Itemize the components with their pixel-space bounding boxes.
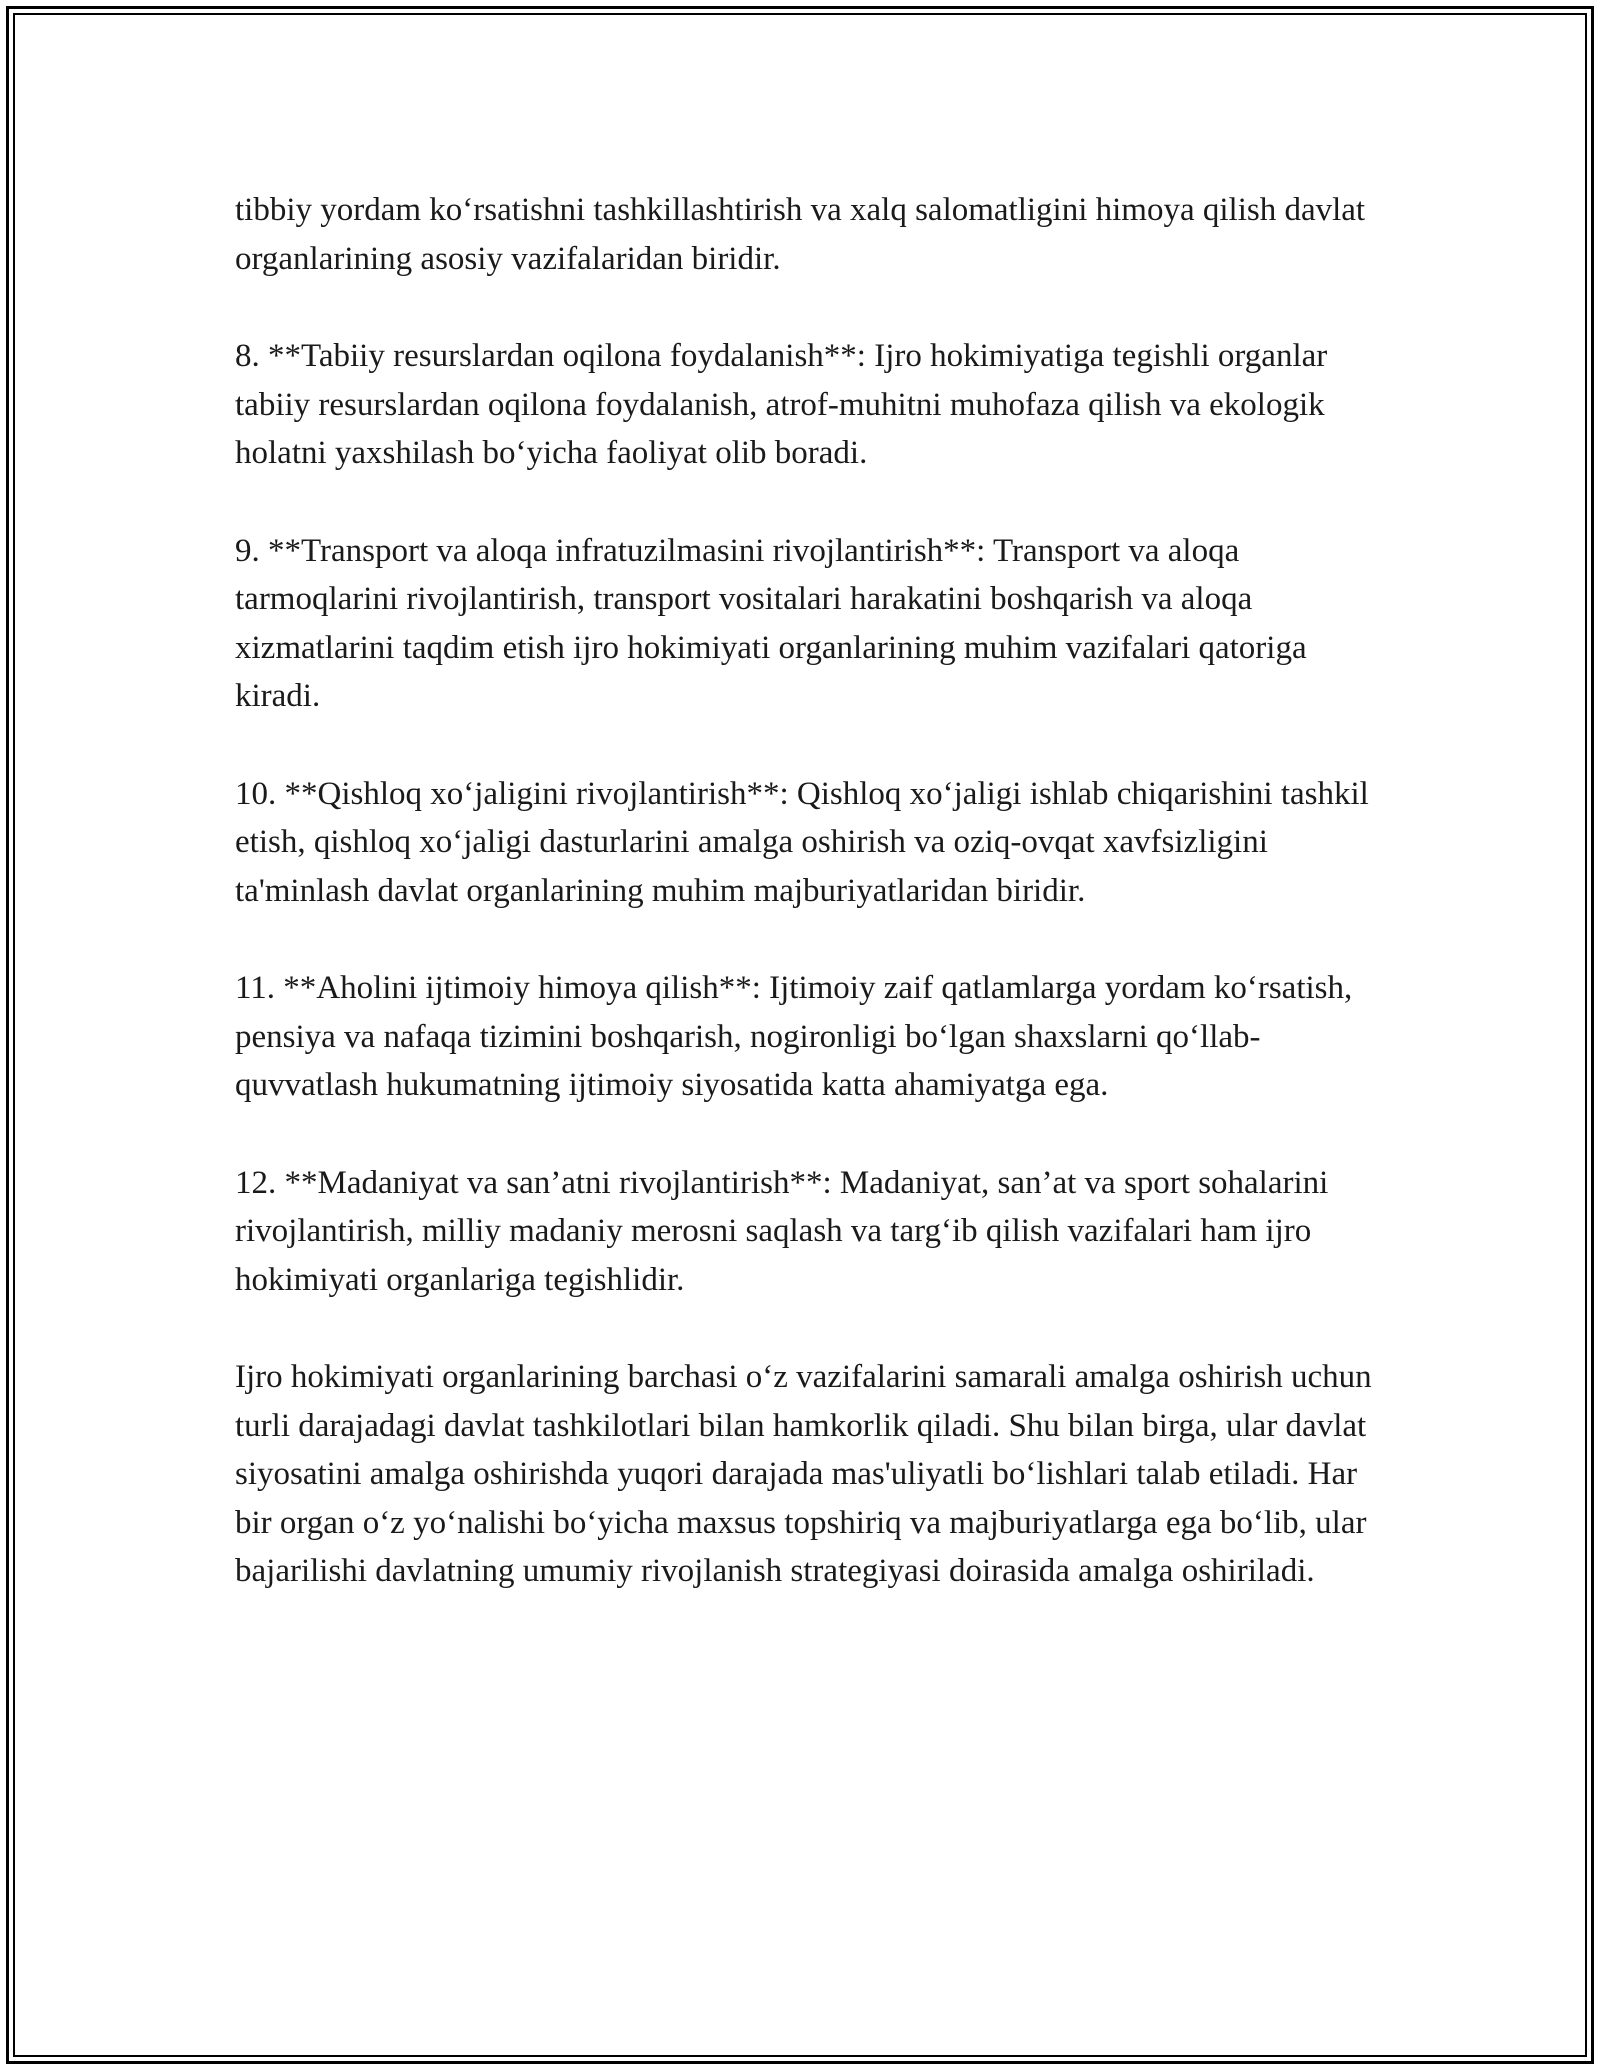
paragraph-natural-resources: 8. **Tabiiy resurslardan oqilona foydalanish**: Ijro hokimiyatiga tegishli organlar tabiiy resurslardan oqilona foydalanish, atrof-muhitni muhofaza qilish va ekologik holatni yaxshilash bo‘yicha faoliyat olib boradi. [235, 338, 1328, 471]
paragraph-agriculture: 10. **Qishloq xo‘jaligini rivojlantirish**: Qishloq xo‘jaligi ishlab chiqarishini tashkil etish, qishloq xo‘jaligi dasturlarini amalga oshirish va oziq-ovqat xavfsizligini ta'minlash davlat organlarining muhim majburiyatlaridan biridir. [235, 775, 1369, 909]
paragraph-social-protection: 11. **Aholini ijtimoiy himoya qilish**: Ijtimoiy zaif qatlamlarga yordam ko‘rsatish, pensiya va nafaqa tizimini boshqarish, nogironligi bo‘lgan shaxslarni qo‘llab-quvvatlash hukumatning ijtimoiy siyosatida katta ahamiyatga ega. [235, 970, 1353, 1103]
paragraph-conclusion: Ijro hokimiyati organlarining barchasi o‘z vazifalarini samarali amalga oshirish uchun turli darajadagi davlat tashkilotlari bilan hamkorlik qiladi. Shu bilan birga, ular davlat siyosatini amalga oshirishda yuqori darajada mas'uliyatli bo‘lishlari talab etiladi. Har bir organ o‘z yo‘nalishi bo‘yicha maxsus topshiriq va majburiyatlarga ega bo‘lib, ular bajarilishi davlatning umumiy rivojlanish strategiyasi doirasida amalga oshiriladi. [235, 1359, 1372, 1589]
document-body [235, 186, 1385, 1596]
paragraph-health-continuation: tibbiy yordam ko‘rsatishni tashkillashtirish va xalq salomatligini himoya qilish davlat organlarining asosiy vazifalaridan biridir. [235, 192, 1366, 277]
paragraph-culture: 12. **Madaniyat va san’atni rivojlantirish**: Madaniyat, san’at va sport sohalarini rivojlantirish, milliy madaniy merosni saqlash va targ‘ib qilish vazifalari ham ijro hokimiyati organlariga tegishlidir. [235, 1164, 1329, 1298]
paragraph-transport: 9. **Transport va aloqa infratuzilmasini rivojlantirish**: Transport va aloqa tarmoqlarini rivojlantirish, transport vositalari harakatini boshqarish va aloqa xizmatlarini taqdim etish ijro hokimiyati organlarining muhim vazifalari qatoriga kiradi. [235, 532, 1307, 714]
